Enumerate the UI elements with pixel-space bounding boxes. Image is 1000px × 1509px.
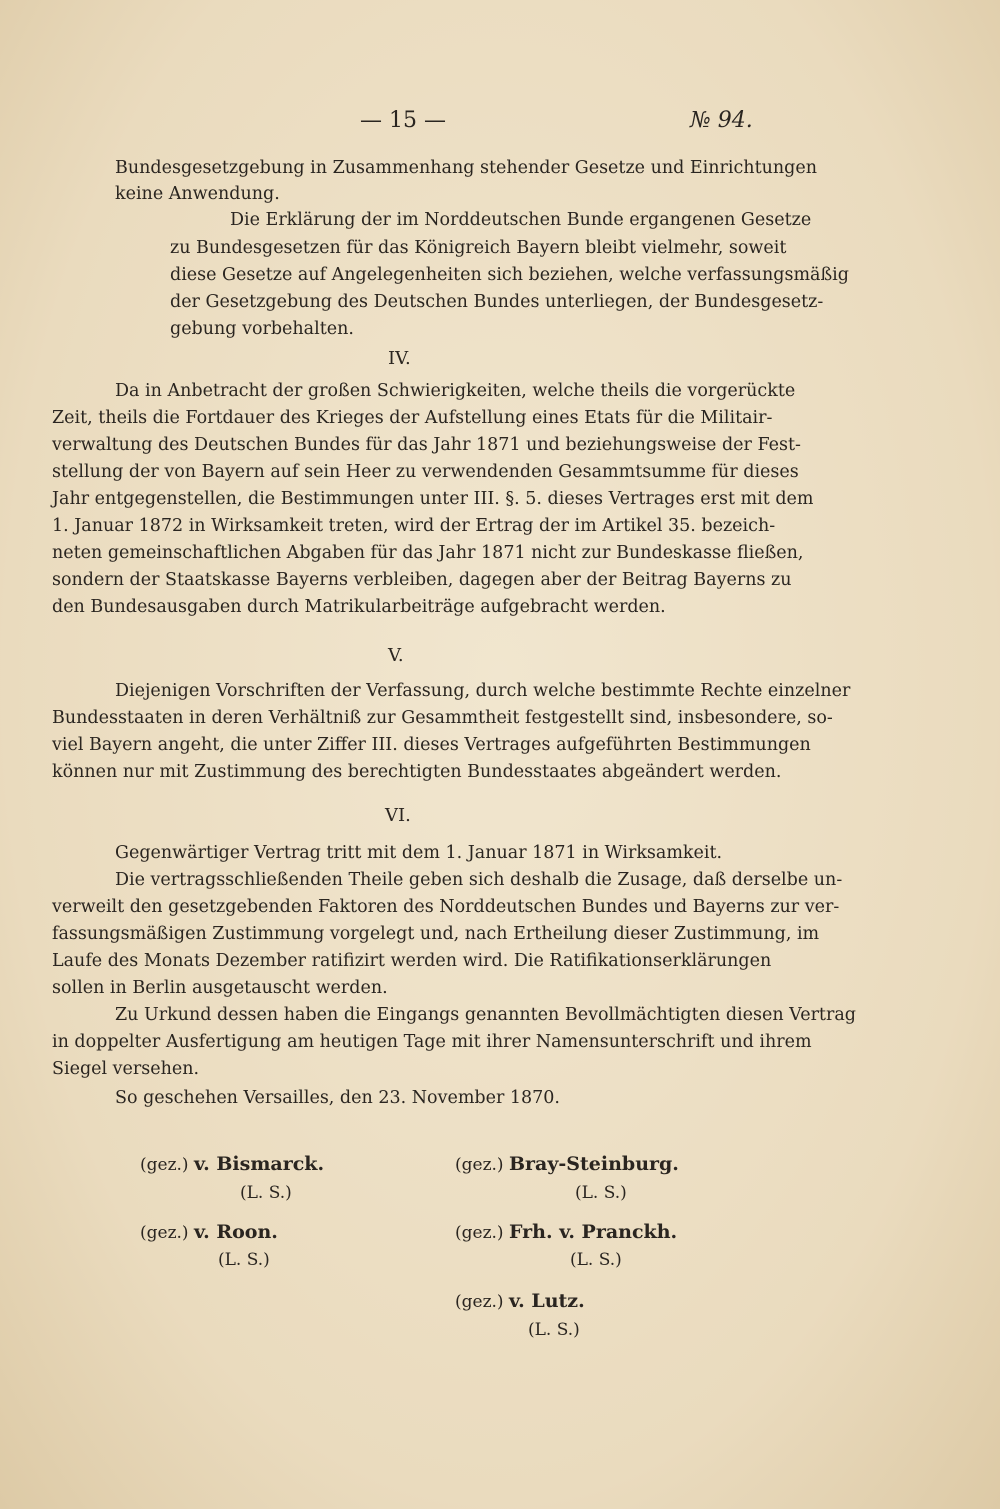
page-number: — 15 — xyxy=(360,108,446,133)
document-number: № 94. xyxy=(690,108,753,133)
text-line: So geschehen Versailles, den 23. November 1870. xyxy=(115,1088,560,1108)
text-line: sollen in Berlin ausgetauscht werden. xyxy=(52,978,388,998)
signatory-name: Bray-Steinburg. xyxy=(508,1153,679,1175)
signature-bismarck xyxy=(140,1153,324,1175)
signatory-name: v. Roon. xyxy=(193,1221,278,1243)
gez-label: (gez.) xyxy=(455,1223,504,1243)
signature-roon xyxy=(140,1221,278,1243)
gez-label: (gez.) xyxy=(455,1155,504,1175)
text-line: Da in Anbetracht der großen Schwierigkeiten, welche theils die vorgerückte xyxy=(115,381,796,401)
seal-mark: (L. S.) xyxy=(570,1250,622,1270)
text-line: Zeit, theils die Fortdauer des Krieges der Aufstellung eines Etats für die Militair- xyxy=(52,408,773,428)
text-line: verwaltung des Deutschen Bundes für das Jahr 1871 und beziehungsweise der Fest- xyxy=(52,435,801,455)
text-line: in doppelter Ausfertigung am heutigen Tage mit ihrer Namensunterschrift und ihrem xyxy=(52,1032,812,1052)
text-line: Bundesstaaten in deren Verhältniß zur Gesammtheit festgestellt sind, insbesondere, so- xyxy=(52,708,833,728)
text-line: stellung der von Bayern auf sein Heer zu verwendenden Gesammtsumme für dieses xyxy=(52,462,799,482)
seal-mark: (L. S.) xyxy=(218,1250,270,1270)
section-heading-v: V. xyxy=(388,645,404,666)
text-line: gebung vorbehalten. xyxy=(170,319,354,339)
text-line: Zu Urkund dessen haben die Eingangs genannten Bevollmächtigten diesen Vertrag xyxy=(115,1005,856,1025)
text-line: zu Bundesgesetzen für das Königreich Bayern bleibt vielmehr, soweit xyxy=(170,238,787,258)
text-line: viel Bayern angeht, die unter Ziffer III. dieses Vertrages aufgeführten Bestimmungen xyxy=(52,735,811,755)
signatory-name: v. Lutz. xyxy=(508,1290,585,1312)
text-line: den Bundesausgaben durch Matrikularbeiträge aufgebracht werden. xyxy=(52,597,666,617)
text-line: Bundesgesetzgebung in Zusammenhang stehender Gesetze und Einrichtungen xyxy=(115,158,817,178)
text-line: neten gemeinschaftlichen Abgaben für das Jahr 1871 nicht zur Bundeskasse fließen, xyxy=(52,543,804,563)
text-line: Laufe des Monats Dezember ratifizirt werden wird. Die Ratifikationserklärungen xyxy=(52,951,772,971)
text-line: Die Erklärung der im Norddeutschen Bunde ergangenen Gesetze xyxy=(230,210,812,230)
signature-pranckh xyxy=(455,1221,677,1243)
text-line: der Gesetzgebung des Deutschen Bundes unterliegen, der Bundesgesetz- xyxy=(170,292,824,312)
seal-mark: (L. S.) xyxy=(240,1183,292,1203)
text-line: fassungsmäßigen Zustimmung vorgelegt und, nach Ertheilung dieser Zustimmung, im xyxy=(52,924,820,944)
text-line: Gegenwärtiger Vertrag tritt mit dem 1. Januar 1871 in Wirksamkeit. xyxy=(115,843,723,863)
text-line: verweilt den gesetzgebenden Faktoren des Norddeutschen Bundes und Bayerns zur ver- xyxy=(52,897,840,917)
gez-label: (gez.) xyxy=(140,1155,189,1175)
signatory-name: Frh. v. Pranckh. xyxy=(508,1221,678,1243)
gez-label: (gez.) xyxy=(455,1292,504,1312)
text-line: diese Gesetze auf Angelegenheiten sich beziehen, welche verfassungsmäßig xyxy=(170,265,849,285)
text-line: können nur mit Zustimmung des berechtigten Bundesstaates abgeändert werden. xyxy=(52,762,782,782)
page-header xyxy=(0,108,1000,148)
text-line: Siegel versehen. xyxy=(52,1059,200,1079)
text-line: Diejenigen Vorschriften der Verfassung, durch welche bestimmte Rechte einzelner xyxy=(115,681,851,701)
signature-bray-steinburg xyxy=(455,1153,679,1175)
text-line: Die vertragsschließenden Theile geben sich deshalb die Zusage, daß derselbe un- xyxy=(115,870,843,890)
seal-mark: (L. S.) xyxy=(528,1320,580,1340)
text-line: keine Anwendung. xyxy=(115,184,280,204)
text-line: 1. Januar 1872 in Wirksamkeit treten, wird der Ertrag der im Artikel 35. bezeich- xyxy=(52,516,776,536)
gez-label: (gez.) xyxy=(140,1223,189,1243)
signatory-name: v. Bismarck. xyxy=(193,1153,325,1175)
signature-lutz xyxy=(455,1290,585,1312)
text-line: sondern der Staatskasse Bayerns verbleiben, dagegen aber der Beitrag Bayerns zu xyxy=(52,570,792,590)
seal-mark: (L. S.) xyxy=(575,1183,627,1203)
text-line: Jahr entgegenstellen, die Bestimmungen unter III. §. 5. dieses Vertrages erst mit dem xyxy=(52,489,814,509)
section-heading-vi: VI. xyxy=(385,805,411,826)
section-heading-iv: IV. xyxy=(388,348,411,369)
